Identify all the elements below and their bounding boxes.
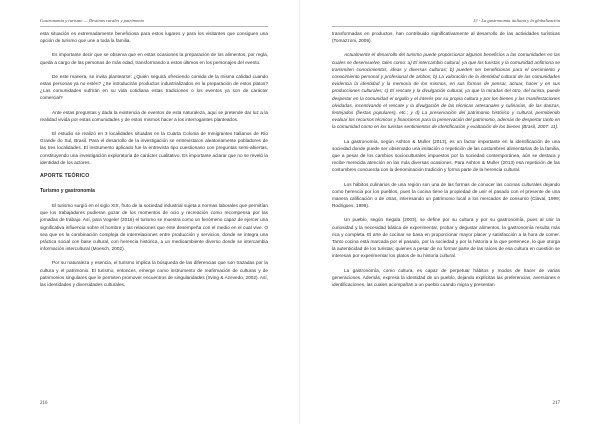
page-number-left: 216 xyxy=(40,401,48,406)
page-number-right: 217 xyxy=(552,401,560,406)
right-page xyxy=(300,0,600,424)
body-paragraph: Actualmente el desarrollo del turismo puede proporcionar algunos beneficios a las comunidades en las cuales se desenvuelve, tales como: a) El intercambio cultural, ya que los turistas y la comunidad anfitriona se transmiten conocimientos, ideas y diversas culturas; b) pueden ser beneficiosas para el crecimiento y conocimiento personal y profesional de ambos; b) La valoración de la identidad cultural de las comunidades evidencia la identidad y la memoria de los mismos, en sus formas de pensar, actuar, hacer y en sus producciones culturales; c) El rescate y la divulgación cultural, ya que la miradas del otro, del turista, puede despertar en la comunidad el orgullo y el interés por su propia cultura y por los bienes y las manifestaciones olvidadas, incentivando el rescate y la divulgación de las técnicas artesanales y culinarias, de las danzas, festejados (fiestas populares), etc.; y d) La preservación del patrimonio histórico y cultural, permitiendo evaluar los recursos técnicos y financieros para la preservación del patrimonio, además de despertar tanto en la comunidad como en los turistas sentimientos de identificación y exaltación de los bienes (Brasil, 2007: 11). xyxy=(332,52,560,130)
body-paragraph: La gastronomía, como cultura, es capaz de perpetuar hábitos y modos de hacer de varias generaciones. Además, expresa la identidad de un pueblo, dejando explícitas las preferencias, aversiones e identificaciones, las cuales acompañan a un pueblo cuando migra y presentan xyxy=(332,267,560,288)
body-paragraph: transformadas en productos, han contribuido significativamente al desarrollo de las actividades turísticas (Tomazzoni, 2009). xyxy=(332,31,560,44)
body-paragraph: De este manera, se invita plantearse: ¿Quién seguirá ofreciendo comida de la misma calidad cuando estas personas ya no estén? ¿Se introducirán productos industrializados en la preparación de estos platos? ¿Las comunidades sufrirán en su vida cotidiana estas tradiciones o los eventos ya son de carácter comercial? xyxy=(40,73,268,101)
body-paragraph: Un pueblo, según Segala (2003), se define por su cultura y por su gastronomía, pues al unir la curiosidad y la necesidad básica de experimentar, probar y degustar alimentos, la gastronomía resulta más rica y completa. El arte de cocinar se basa en proporcionar mayor placer y satisfacción a la hora de comer. Tanto cocina está marcada por el pasado, por la sociedad y por la historia a la que pertenece, lo que otorga la autenticidad de los turistas; quienes a pesar de no formar parte de las raíces de esa cultura en cuestión se interesan por experimentar los platos de su historia cultural. xyxy=(332,217,560,259)
body-paragraph: El turismo surgió en el siglo XIX, fruto de la sociedad industrial sujeta a normas laborales que permitían que los trabajadores pudieran gozar de los momentos de ocio y recreación como recompensa por las jornadas de trabajo. Así, para Vogeler (2016) el turismo se muestra como un fenómeno capaz de ejercer una significativa influencia sobre el hombre y las relaciones que éste desempeña con el medio en el cual vive. O sea que es la combinación compleja de interrelaciones entre producción y servicios, donde se integra una práctica social con base cultural, con herencia histórica, a un medioambiente diverso donde se intercambia información intercultural (Moesch, 2002). xyxy=(40,203,268,252)
body-paragraph: Los hábitos culinarios de una región son una de las formas de conocer las cocinas culturales dejando como herencia por los pueblos, pues la cocina tiene la propiedad de unir el pasado con el presente de una manera calificación o de otras, interesando un patrimonio local a los mercados de consumo (Claval, 1999; Rodrigues, 1999). xyxy=(332,181,560,209)
section-heading: APORTE TEÓRICO xyxy=(40,173,90,180)
running-head-right: 13 - La gastronomía italiana y la globalización xyxy=(473,18,560,23)
body-paragraph: Por su naturaleza y esencia, el turismo implica la búsqueda de las diferencias que son trazadas por la cultura y el patrimonio. El turismo, entonces, emerge como instrumento de reafirmación de culturas y de patrimonios singulares que le permiten promover encuentros de singularidades (Irving & Azevedo, 2002). Así, las identidades y diversidades culturales, xyxy=(40,260,268,288)
header-rule-right xyxy=(332,26,560,27)
body-paragraph: La gastronomía, según Ashton & Muller (2013), es un factor importante en la identificación de una sociedad donde puede ser observado una imitación o repetición de las costumbres alimentarias de la familia, que a pesar de los cambios socioculturales impuestos por la sociedad contemporánea, aún se destaca y recibe merecida atención en las más diversas ocasiones. Para Ashton & Muller (2013) esa repetición de las costumbres concuerda con la denominación tradición y forma parte de la herencia cultural. xyxy=(332,138,560,173)
subheading: Turismo y gastronomía xyxy=(40,188,95,195)
header-rule-left xyxy=(40,26,268,27)
body-paragraph: Es importante decir que se observa que en estas ocasiones la preparación de los alimentos, por regla, queda a cargo de las personas de más edad, transformando a estos últimos en los personajes del evento. xyxy=(40,52,268,65)
body-paragraph: esta situación es extremadamente beneficiosa para estos lugares y para los visitantes que consiguen una opción de turismo que une a toda la familia. xyxy=(40,31,268,44)
body-paragraph: Ante estas preguntas y dada la existencia de eventos de esta naturaleza, aquí se pretende dar luz a la realidad vivida por estas comunidades y de estos mismos hacer a los interrogantes planteados. xyxy=(40,109,268,122)
left-page-body xyxy=(40,30,268,295)
body-paragraph: El estudio se realizó en 3 localidades situadas en la Cuarta Colonia de Inmigrantes Italianos de Río Grande do Sul, Brasil. Para el desarrollo de la investigación se entrevistaron aleatoriamente pobladores de las tres localidades. El instrumento aplicado fue la entrevista tipo cuestionario con preguntas semi-abiertas, constituyendo una investigación exploratoria de carácter cualitativo. Es importante aclarar que no se reveló la identidad de los actores. xyxy=(40,131,268,165)
running-head-left: Gastronomía y turismo — Destinos rurales y patrimonio xyxy=(40,18,145,23)
right-page-body xyxy=(332,30,560,295)
